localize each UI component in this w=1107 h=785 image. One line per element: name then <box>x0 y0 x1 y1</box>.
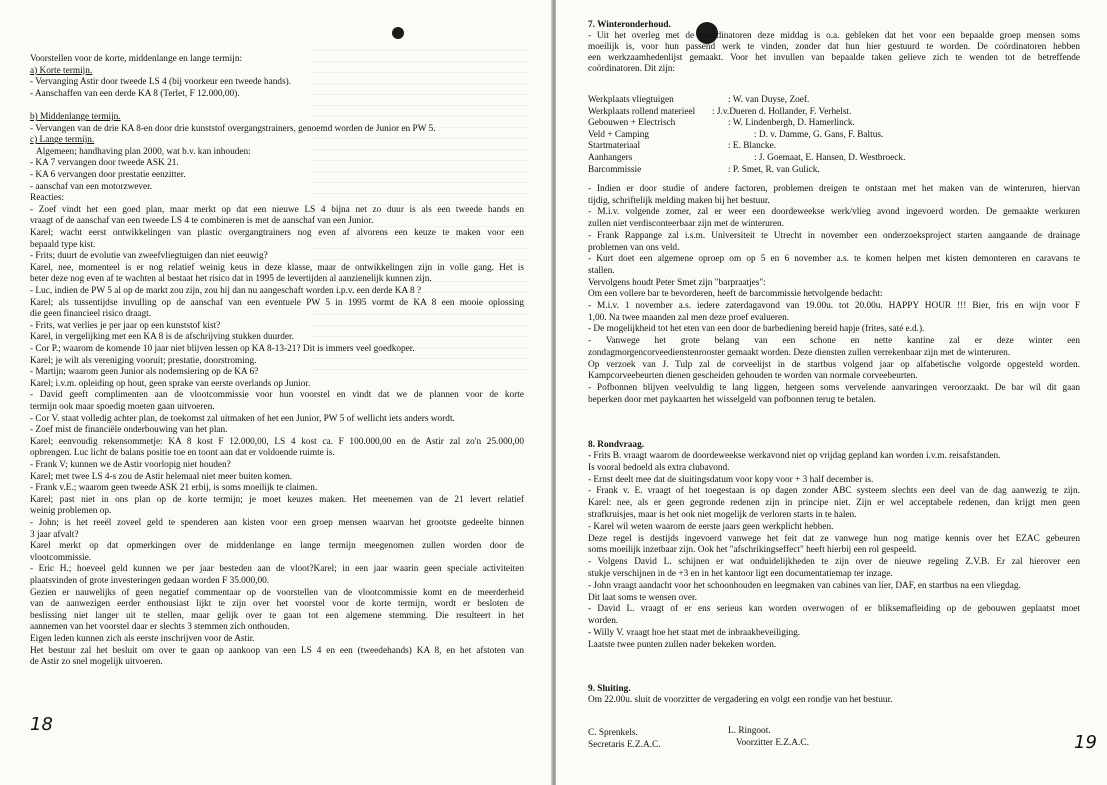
text-line: - De mogelijkheid tot het eten van een door de barbediening bereid hapje (frites, saté e.d.). <box>588 324 925 335</box>
text-line: - Vervangen van de drie KA 8-en door drie kunststof overgangstrainers, genoemd worden de Junior en PW 5. <box>30 123 436 134</box>
text-line: termijn ook maar spoedig moeten gaan uitvoeren. <box>30 402 215 412</box>
text-line: bepaald type kist. <box>30 239 96 250</box>
section-heading: 7. Winteronderhoud. <box>588 20 671 30</box>
text-line: de Astir zo snel mogelijk uitvoeren. <box>30 657 163 668</box>
text-line: Karel; wacht eerst ontwikkelingen van plastic overgangtrainers nog even af alvorens een keuze te maken voor een <box>30 228 524 238</box>
section-heading: 8. Rondvraag. <box>588 440 645 450</box>
text-line: b) Middenlange termijn. <box>30 112 121 122</box>
text-line: Het bestuur zal het besluit om over te gaan op aankoop van een LS 4 en een (tweedehands) KA 8, en het afstoten van <box>30 645 524 656</box>
text-line: - KA 6 vervangen door prestatie eenzitter. <box>30 170 186 180</box>
punch-hole <box>392 27 404 39</box>
text-line: - Vanwege het grote belang van een schone en nette kantine zal er deze winter een <box>588 336 1080 347</box>
signature-title: Secretaris E.Z.A.C. <box>588 740 661 750</box>
text-line: - Frank v. E. vraagt of het toegestaan is op dagen zonder ABC systeem slechts een deel van de dag aanwezig te zijn. <box>588 486 1080 497</box>
text-line: 1,00. Na twee maanden zal men deze proef evalueren. <box>588 312 790 323</box>
right-page <box>556 0 1107 785</box>
text-line: a) Korte termijn. <box>30 65 93 76</box>
text-line: - Vervanging Astir door tweede LS 4 (bij voorkeur een tweede hands). <box>30 77 292 88</box>
text-line: Karel merkt op dat opmerkingen over de middenlange en lange termijn meegenomen zullen worden door de <box>30 541 524 552</box>
text-line: - Zoef mist de financiële onderbouwing van het plan. <box>30 425 228 436</box>
coordinator-role: Werkplaats vliegtuigen <box>588 95 674 105</box>
coordinator-role: Barcommissie <box>588 164 642 175</box>
text-line: Karel, nee, momenteel is er nog relatief weinig keus in deze klasse, maar de ontwikkelingen zijn in volle gang. Het is <box>30 262 524 273</box>
text-line: beslissing niet langer uit te stellen, maar gelijk over te gaan tot een algemene stemming. Die resulteert in het <box>30 610 524 621</box>
text-line: - aanschaf van een motorzwever. <box>30 181 153 192</box>
coordinator-names: : W. Lindenbergh, D. Hamerlinck. <box>728 118 855 129</box>
coordinator-names: : J.v.Dueren d. Hollander, F. Verhelst. <box>712 106 852 117</box>
text-line: - Aanschaffen van een derde KA 8 (Terlet, F 12.000,00). <box>30 88 240 99</box>
text-line: - Martijn; waarom geen Junior als nodemsiering op de KA 6? <box>30 367 259 378</box>
text-line: 3 jaar afvalt? <box>30 529 79 540</box>
coordinator-names: : J. Goemaat, E. Hansen, D. Westbroeck. <box>754 153 906 163</box>
closing-text: Om 22.00u. sluit de voorzitter de vergadering en volgt een rondje van het bestuur. <box>588 695 893 705</box>
text-line: Vervolgens houdt Peter Smet zijn "barpraatjes": <box>588 277 766 288</box>
text-line: Karel; i.v.m. opleiding op hout, geen sprake van eerste overlands op Junior. <box>30 378 311 389</box>
text-line: een werkzaamhedenlijst gemaakt. Voor het invullen van bepaalde taken gelieve zich te wenden tot de betreffende <box>588 53 1080 63</box>
text-line: vraagt of de aanschaf van een tweede LS 4 te combineren is met de aanschaf van een Junior. <box>30 216 374 227</box>
text-line: Om een vollere bar te bevorderen, heeft de barcommissie hetvolgende bedacht: <box>588 289 883 300</box>
text-line: die geen financieel risico draagt. <box>30 309 152 320</box>
text-line: Eigen leden kunnen zich als eerste inschrijven voor de Astir. <box>30 634 255 644</box>
text-line: - Zoef vindt het een goed plan, maar merkt op dat een nieuwe LS 4 bijna net zo duur is als een tweede hands en <box>30 204 524 215</box>
text-line: - M.i.v. 1 november a.s. iedere zaterdagavond van 19.00u. tot 20.00u. HAPPY HOUR !!! Bier, fris en wijn voor F <box>588 301 1080 311</box>
text-line: stukje verschijnen in de +3 en in het kantoor ligt een documentatiemap ter inzage. <box>588 569 893 579</box>
text-line: opbrengen. Luc licht de balans positie toe en toont aan dat er voldoende ruimte is. <box>30 448 335 459</box>
text-line: Karel: nee, als er geen gegronde redenen zijn in principe niet. Zijn er wel acceptabele redenen, dan krijgt men geen <box>588 498 1080 509</box>
coordinator-role: Gebouwen + Electrisch <box>588 118 676 129</box>
text-line: - Frank V; kunnen we de Astir voorlopig niet houden? <box>30 460 231 470</box>
section-heading: 9. Sluiting. <box>588 684 631 694</box>
text-line: problemen van ons veld. <box>588 242 680 253</box>
text-line: vlootcommissie. <box>30 552 92 563</box>
text-line: - Frits B. vraagt waarom de doordeweekse werkavond niet op vrijdag gepland kan worden i.v.m. reisafstanden. <box>588 451 1001 461</box>
text-line: - Volgens David L. schijnen er wat onduidelijkheden te zijn over de nieuwe regeling Z.V.B. Er zal hierover een <box>588 557 1080 568</box>
text-line: - Eric H.; hoeveel geld kunnen we per jaar besteden aan de vloot?Karel; in een jaar waarin geen speciale activiteiten <box>30 564 524 575</box>
text-line: - Luc, indien de PW 5 al op de markt zou zijn, zou hij dan nu aangeschaft worden i.p.v. een derde KA 8 ? <box>30 286 422 296</box>
text-line: Reacties: <box>30 193 65 204</box>
text-line: plaatsvinden of grote investeringen gedaan worden F 35.000,00. <box>30 576 270 586</box>
coordinator-role: Startmateriaal <box>588 141 641 152</box>
text-line: zondagmorgencorveedienstenrooster gemaakt worden. Deze diensten zullen verrekenbaar zijn met de winteruren. <box>588 347 1011 358</box>
text-line: Karel; eenvoudig rekensommetje: KA 8 kost F 12.000,00, LS 4 kost ca. F 100.000,00 en de Astir zal zo'n 25.000,00 <box>30 436 524 447</box>
text-line: Op verzoek van J. Tulp zal de corveelijst in de startbus volgend jaar op alfabetische volgorde opgesteld worden. <box>588 359 1080 370</box>
text-line: Kampcorveebeurten dienen gescheiden gehouden te worden van normale corveebeurten. <box>588 371 918 382</box>
text-line: - Pofbonnen blijven veelvuldig te lang liggen, hetgeen soms vervelende aanvaringen veroorzaakt. De bar wil dit gaan <box>588 382 1080 393</box>
text-line: - Willy V. vraagt hoe het staat met de inbraakbeveiliging. <box>588 628 801 638</box>
coordinator-names: : W. van Duyse, Zoef. <box>728 95 810 105</box>
coordinator-names: : P. Smet, R. van Gulick. <box>728 164 820 175</box>
text-line: aannemen van het voorstel daar er slechts 3 stemmen zich onthouden. <box>30 622 290 633</box>
left-page <box>0 0 552 785</box>
coordinator-names: : D. v. Damme, G. Gans, F. Baltus. <box>754 129 884 140</box>
text-line: worden. <box>588 616 619 627</box>
text-line: - Frank Rappange zal i.s.m. Universiteit te Utrecht in november een onderzoeksproject starten aangaande de drainage <box>588 230 1080 241</box>
signature-name: C. Sprenkels. <box>588 728 638 738</box>
text-line: c) Lange termijn. <box>30 135 95 146</box>
text-line: Is vooral bedoeld als extra clubavond. <box>588 462 730 473</box>
text-line: Laatste twee punten zullen nader bekeken worden. <box>588 639 777 650</box>
text-line: tijdig, schriftelijk melding maken bij het bestuur. <box>588 195 770 206</box>
coordinator-role: Veld + Camping <box>588 129 650 140</box>
text-line: Karel; met twee LS 4-s zou de Astir helemaal niet meer buiten komen. <box>30 471 293 482</box>
text-line: Karel; je wilt als vereniging vooruit; prestatie, doorstroming. <box>30 355 257 366</box>
page-number-left: 18 <box>30 714 53 735</box>
text-line: - Frits, wat verlies je per jaar op een kunststof kist? <box>30 320 221 331</box>
text-line: - John; is het reeël zoveel geld te spenderen aan kisten voor een groep mensen waarvan het grootste gedeelte binnen <box>30 518 524 528</box>
text-line: - Uit het overleg met de coördinatoren deze middag is o.a. gebleken dat het voor een bepaalde groep mensen soms <box>588 31 1080 41</box>
text-line: weinig problemen op. <box>30 506 112 517</box>
signature-name: L. Ringoot. <box>728 726 771 736</box>
text-line: Gezien er nauwelijks of geen negatief commentaar op de voorstellen van de vlootcommissie komt en de meerderheid <box>30 587 524 598</box>
text-line: - Cor V. staat volledig achter plan, de toekomst zal uitmaken of het een Junior, PW 5 of wellicht iets anders wordt. <box>30 413 455 424</box>
text-line: zullen niet verdisconteerbaar zijn met de winteruren. <box>588 219 784 230</box>
coordinator-role: Werkplaats rollend materieel <box>588 106 696 117</box>
text-line: - Ernst deelt mee dat de sluitingsdatum voor kopy voor + 3 half december is. <box>588 474 874 485</box>
signature-title: Voorzitter E.Z.A.C. <box>736 738 809 748</box>
text-line: - David L. vraagt of er ens serieus kan worden overwogen of er bliksemafleiding op de gebouwen geplaatst moet <box>588 604 1080 615</box>
page-number-right: 19 <box>1074 732 1097 753</box>
text-line: - Frank v.E.; waarom geen tweede ASK 21 erbij, is soms moeilijk te claimen. <box>30 483 318 494</box>
text-line: - KA 7 vervangen door tweede ASK 21. <box>30 158 179 169</box>
text-line: Algemeen; handhaving plan 2000, wat b.v. kan inhouden: <box>36 146 251 157</box>
text-line: moeilijk is, voor hun passend werk te vinden, zonder dat hun hier gestuurd te worden. De coördinatoren hebben <box>588 42 1080 52</box>
text-line: stallen. <box>588 265 615 276</box>
text-line: soms moeilijk inzetbaar zijn. Ook het "afschrikingseffect" heeft hierbij een rol gespeeld. <box>588 545 917 556</box>
text-line: beter deze nog even af te wachten al bestaat het risico dat in 1995 de levertijden al aanzienelijk kunnen zijn. <box>30 274 432 285</box>
text-line: Voorstellen voor de korte, middenlange en lange termijn: <box>30 54 243 64</box>
text-line: Karel; past niet in ons plan op de korte termijn; je moet keuzes maken. Het meenemen van de 21 levert relatief <box>30 494 524 505</box>
text-line: - Kurt doet een algemene oproep om op 5 en 6 november a.s. te komen helpen met kisten demonteren en caravans te <box>588 254 1080 265</box>
text-line: - Karel wil weten waarom de eerste jaars geen werkplicht hebben. <box>588 521 834 532</box>
text-line: Karel, in vergelijking met een KA 8 is de afschrijving stukken duurder. <box>30 332 294 343</box>
text-line: Karel; als tussentijdse invulling op de aanschaf van een eventuele PW 5 in 1995 vormt de KA 8 een mooie oplossing <box>30 297 524 308</box>
text-line: beperken door met paykaarten het wisselgeld van pofbonnen terug te betalen. <box>588 394 876 405</box>
text-line: - John vraagt aandacht voor het schoonhouden en leegmaken van cabines van lier, DAF, en startbus na een vliegdag. <box>588 580 1021 591</box>
text-line: coördinatoren. Dit zijn: <box>588 64 676 74</box>
text-line: - Cor P.; waarom de komende 10 jaar niet blijven lessen op KA 8-13-21? Dit is immers veel goedkoper. <box>30 344 415 354</box>
text-line: - Frits; duurt de evolutie van zweefvliegtuigen dan niet eeuwig? <box>30 251 268 262</box>
text-line: van de aanwezigen eerder enthousiast lijkt te zijn over het voorstel voor de korte termijn, wordt er besloten de <box>30 599 524 610</box>
text-line: strafkruisjes, maar is het ook niet mogelijk de verloren starts in te halen. <box>588 510 857 520</box>
coordinator-role: Aanhangers <box>588 153 633 163</box>
text-line: Deze regel is destijds ingevoerd vanwege het feit dat ze vanwege hun nog matige kennis over het EZAC gebeuren <box>588 533 1080 544</box>
text-line: Dit laat soms te wensen over. <box>588 592 697 603</box>
text-line: - M.i.v. volgende zomer, zal er weer een doordeweekse werk/vlieg avond ingevoerd worden. De gemaakte werkuren <box>588 207 1080 218</box>
coordinator-names: : E. Blancke. <box>728 141 777 152</box>
text-line: - David geeft complimenten aan de vlootcommissie voor hun voorstel en vindt dat we de plannen voor de korte <box>30 390 524 401</box>
text-line: - Indien er door studie of andere factoren, problemen dreigen te ontstaan met het maken van de winteruren, hiervan <box>588 184 1080 194</box>
